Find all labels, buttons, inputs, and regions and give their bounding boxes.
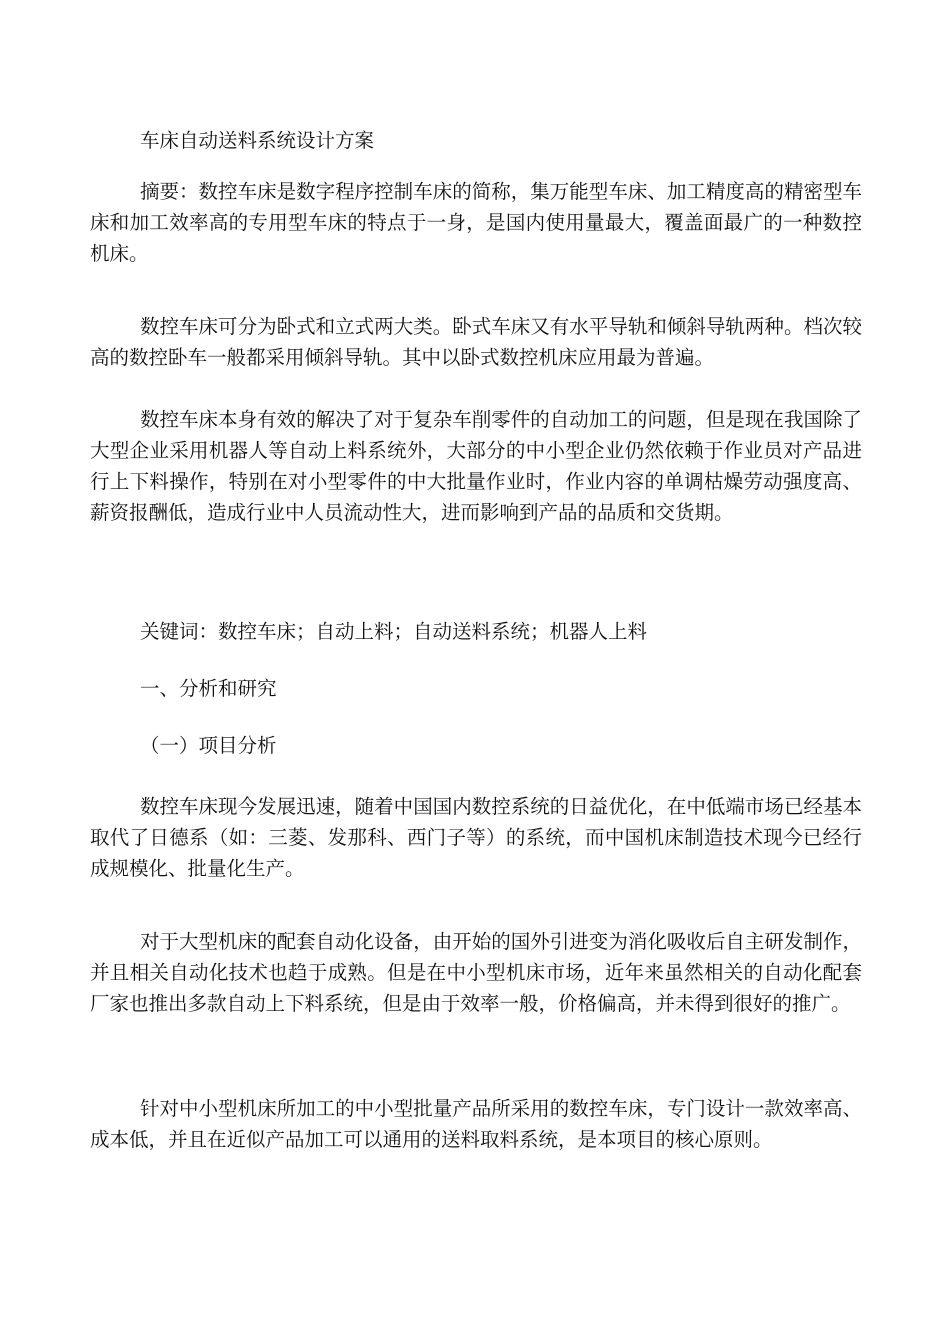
- document-title: 车床自动送料系统设计方案: [140, 129, 375, 152]
- abstract-paragraph: 摘要：数控车床是数字程序控制车床的简称，集万能型车床、加工精度高的精密型车床和加工效率高的专用型车床的特点于一身，是国内使用量最大，覆盖面最广的一种数控机床。: [90, 180, 862, 265]
- body-paragraph: 对于大型机床的配套自动化设备，由开始的国外引进变为消化吸收后自主研发制作，并且相关自动化技术也趋于成熟。但是在中小型机床市场，近年来虽然相关的自动化配套厂家也推出多款自动上下料系统，但是由于效率一般，价格偏高，并未得到很好的推广。: [90, 930, 862, 1015]
- section-heading: 一、分析和研究: [140, 677, 277, 700]
- body-paragraph: 数控车床可分为卧式和立式两大类。卧式车床又有水平导轨和倾斜导轨两种。档次较高的数控卧车一般都采用倾斜导轨。其中以卧式数控机床应用最为普遍。: [90, 315, 862, 369]
- subsection-heading: （一）项目分析: [140, 734, 277, 757]
- body-paragraph: 数控车床现今发展迅速，随着中国国内数控系统的日益优化，在中低端市场已经基本取代了日德系（如：三菱、发那科、西门子等）的系统，而中国机床制造技术现今已经行成规模化、批量化生产。: [90, 795, 862, 880]
- document-page: [90, 0, 862, 1344]
- body-paragraph: 数控车床本身有效的解决了对于复杂车削零件的自动加工的问题，但是现在我国除了大型企业采用机器人等自动上料系统外，大部分的中小型企业仍然依赖于作业员对产品进行上下料操作，特别在对小型零件的中大批量作业时，作业内容的单调枯燥劳动强度高、薪资报酬低，造成行业中人员流动性大，进而影响到产品的品质和交货期。: [90, 408, 862, 524]
- keywords-line: 关键词：数控车床；自动上料；自动送料系统；机器人上料: [140, 620, 648, 643]
- body-paragraph: 针对中小型机床所加工的中小型批量产品所采用的数控车床，专门设计一款效率高、成本低，并且在近似产品加工可以通用的送料取料系统，是本项目的核心原则。: [90, 1097, 862, 1151]
